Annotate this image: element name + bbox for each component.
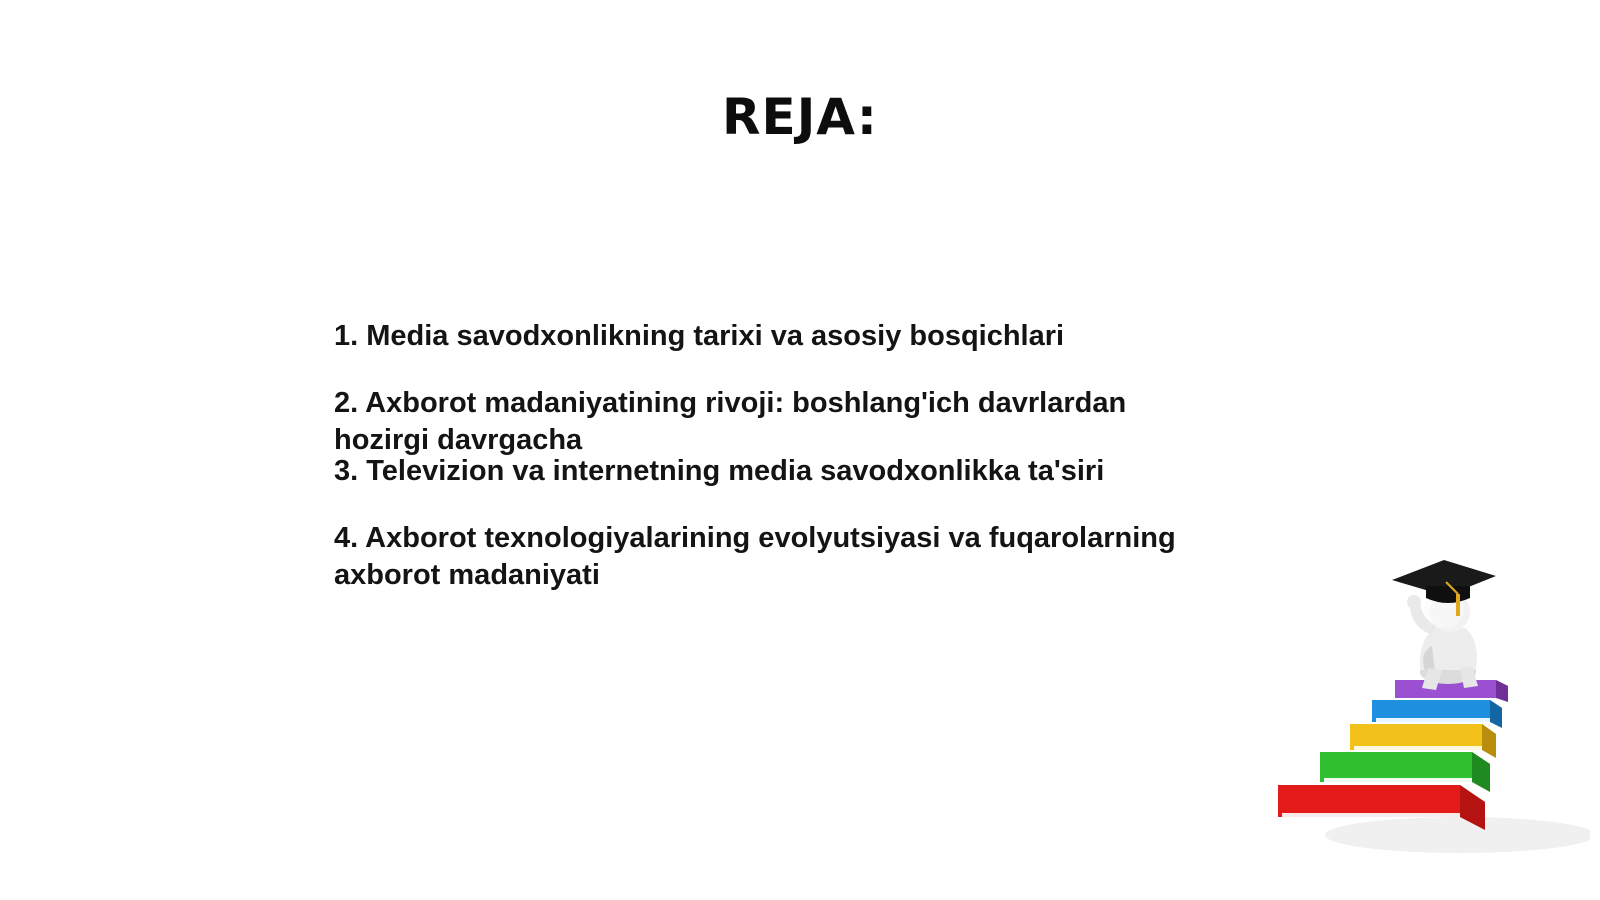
graduate-figure-icon xyxy=(1407,588,1478,690)
plan-item-4: 4. Axborot texnologiyalarining evolyutsiyasi va fuqarolarning axborot madaniyati xyxy=(334,522,1176,591)
graduate-on-books-icon xyxy=(1260,560,1590,880)
plan-item-2: 2. Axborot madaniyatining rivoji: boshlang'ich davrlardan hozirgi davrgacha xyxy=(334,387,1127,456)
slide-title: REJA: xyxy=(722,88,878,146)
blue-book-icon xyxy=(1372,700,1502,728)
book-shadow xyxy=(1325,817,1590,853)
plan-item-1: 1. Media savodxonlikning tarixi va asosiy bosqichlari xyxy=(334,320,1065,352)
plan-item-3: 3. Televizion va internetning media savodxonlikka ta'siri xyxy=(334,455,1105,487)
